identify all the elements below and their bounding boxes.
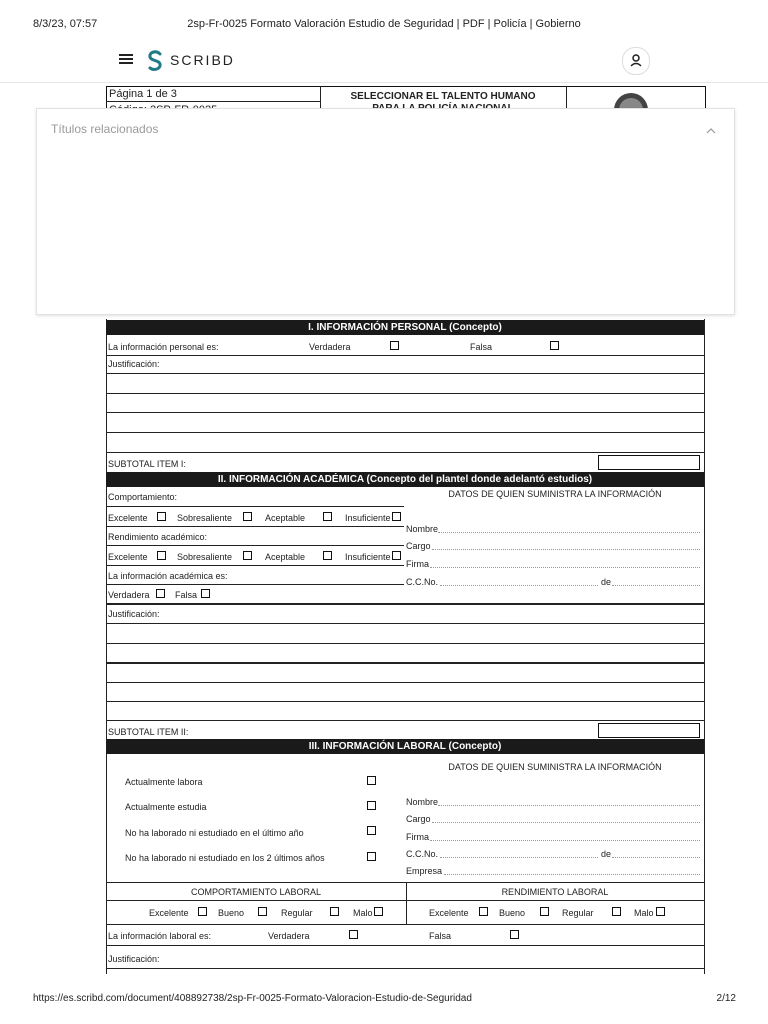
s2-verdadera-checkbox[interactable]: [156, 589, 165, 598]
s3-datos-title: DATOS DE QUIEN SUMINISTRA LA INFORMACIÓN: [448, 762, 662, 772]
s3-cc-field[interactable]: [440, 857, 598, 858]
s2-rendimiento-label: Rendimiento académico:: [108, 532, 208, 542]
s2-nombre-field[interactable]: [438, 532, 700, 533]
s3-firma-label: Firma: [406, 832, 429, 842]
s3-comp-opt-malo: Malo: [353, 908, 373, 918]
s2-firma-label: Firma: [406, 559, 429, 569]
brand-name[interactable]: SCRIBD: [170, 52, 235, 68]
s3-de-label: de: [601, 849, 612, 859]
user-icon[interactable]: [622, 47, 650, 75]
s2-rend-opt-aceptable: Aceptable: [265, 552, 306, 562]
s3-rend-excelente-checkbox[interactable]: [479, 907, 488, 916]
s2-datos-title: DATOS DE QUIEN SUMINISTRA LA INFORMACIÓN: [448, 489, 662, 499]
section1-header: I. INFORMACIÓN PERSONAL (Concepto): [106, 320, 704, 335]
s1-verdadera-label: Verdadera: [309, 342, 351, 352]
hamburger-menu-icon[interactable]: [119, 52, 135, 66]
s2-rend-excelente-checkbox[interactable]: [157, 551, 166, 560]
chevron-up-icon[interactable]: [705, 123, 717, 133]
s2-subtotal-field[interactable]: [598, 723, 700, 738]
section3-header: III. INFORMACIÓN LABORAL (Concepto): [106, 739, 704, 754]
s2-rend-opt-insuficiente: Insuficiente: [345, 552, 391, 562]
s2-cc-label: C.C.No.: [406, 577, 439, 587]
s3-comp-opt-bueno: Bueno: [218, 908, 245, 918]
s3-dos-anos-checkbox[interactable]: [367, 852, 376, 861]
s1-info-label: La información personal es:: [108, 342, 219, 352]
s2-verdadera-label: Verdadera: [108, 590, 150, 600]
related-titles-heading: Títulos relacionados: [51, 122, 159, 136]
s3-rend-opt-bueno: Bueno: [499, 908, 526, 918]
related-titles-panel: [36, 108, 735, 315]
s3-de-field[interactable]: [612, 857, 700, 858]
s3-justificacion-label: Justificación:: [108, 954, 160, 964]
s1-justificacion-label: Justificación:: [108, 359, 160, 369]
s1-falsa-checkbox[interactable]: [550, 341, 559, 350]
s2-info-label: La información académica es:: [108, 571, 228, 581]
s2-comp-opt-aceptable: Aceptable: [265, 513, 306, 523]
print-footer-url: https://es.scribd.com/document/408892738/2sp-Fr-0025-Formato-Valoracion-Estudio-de-Seguridad: [33, 993, 472, 1004]
s2-cargo-label: Cargo: [406, 541, 431, 551]
s3-item-dos-anos: No ha laborado ni estudiado en los 2 últimos años: [125, 853, 325, 863]
s3-rend-opt-excelente: Excelente: [429, 908, 469, 918]
s3-item-estudia: Actualmente estudia: [125, 802, 207, 812]
s2-rend-sobresaliente-checkbox[interactable]: [243, 551, 252, 560]
s3-rend-opt-malo: Malo: [634, 908, 654, 918]
s1-verdadera-checkbox[interactable]: [390, 341, 399, 350]
s3-cargo-label: Cargo: [406, 814, 431, 824]
s2-subtotal-label: SUBTOTAL ITEM II:: [108, 727, 189, 737]
s2-comp-opt-excelente: Excelente: [108, 513, 148, 523]
scribd-logo-icon[interactable]: [146, 50, 166, 72]
s3-cc-label: C.C.No.: [406, 849, 439, 859]
s3-verdadera-checkbox[interactable]: [349, 930, 358, 939]
s3-rend-title: RENDIMIENTO LABORAL: [501, 887, 609, 897]
s3-estudia-checkbox[interactable]: [367, 801, 376, 810]
s2-comp-aceptable-checkbox[interactable]: [323, 512, 332, 521]
s2-comp-opt-insuficiente: Insuficiente: [345, 513, 391, 523]
s3-comp-bueno-checkbox[interactable]: [258, 907, 267, 916]
s2-comp-excelente-checkbox[interactable]: [157, 512, 166, 521]
s3-comp-opt-excelente: Excelente: [149, 908, 189, 918]
s2-cargo-field[interactable]: [432, 549, 700, 550]
s2-falsa-checkbox[interactable]: [201, 589, 210, 598]
s1-subtotal-field[interactable]: [598, 455, 700, 470]
s3-rend-bueno-checkbox[interactable]: [540, 907, 549, 916]
s3-falsa-label: Falsa: [429, 931, 452, 941]
s2-comportamiento-label: Comportamiento:: [108, 492, 178, 502]
s3-comp-title: COMPORTAMIENTO LABORAL: [190, 887, 322, 897]
s1-falsa-label: Falsa: [470, 342, 493, 352]
s3-comp-malo-checkbox[interactable]: [374, 907, 383, 916]
s2-justificacion-label: Justificación:: [108, 609, 160, 619]
s3-falsa-checkbox[interactable]: [510, 930, 519, 939]
print-title: 2sp-Fr-0025 Formato Valoración Estudio de Seguridad | PDF | Policía | Gobierno: [187, 18, 581, 30]
print-datetime: 8/3/23, 07:57: [33, 18, 98, 30]
s2-rend-insuficiente-checkbox[interactable]: [392, 551, 401, 560]
s3-rend-malo-checkbox[interactable]: [656, 907, 665, 916]
s3-item-labora: Actualmente labora: [125, 777, 203, 787]
section2-header: II. INFORMACIÓN ACADÉMICA (Concepto del plantel donde adelantó estudios): [106, 472, 704, 487]
s2-nombre-label: Nombre: [406, 524, 439, 534]
s2-de-label: de: [601, 577, 612, 587]
print-footer-page: 2/12: [716, 993, 736, 1004]
s3-nombre-label: Nombre: [406, 797, 439, 807]
doc-title-line1: SELECCIONAR EL TALENTO HUMANO: [350, 91, 536, 102]
s2-de-field[interactable]: [612, 585, 700, 586]
s3-empresa-label: Empresa: [406, 866, 443, 876]
s3-ultimo-ano-checkbox[interactable]: [367, 826, 376, 835]
s3-firma-field[interactable]: [430, 840, 700, 841]
s2-comp-opt-sobresaliente: Sobresaliente: [177, 513, 233, 523]
s2-comp-insuficiente-checkbox[interactable]: [392, 512, 401, 521]
s3-nombre-field[interactable]: [438, 805, 700, 806]
s3-info-label: La información laboral es:: [108, 931, 212, 941]
s3-empresa-field[interactable]: [444, 874, 700, 875]
s3-verdadera-label: Verdadera: [268, 931, 310, 941]
s3-cargo-field[interactable]: [432, 822, 700, 823]
s2-rend-opt-excelente: Excelente: [108, 552, 148, 562]
s3-comp-opt-regular: Regular: [281, 908, 313, 918]
page-number: Página 1 de 3: [109, 88, 177, 100]
s2-comp-sobresaliente-checkbox[interactable]: [243, 512, 252, 521]
s2-rend-aceptable-checkbox[interactable]: [323, 551, 332, 560]
s3-comp-regular-checkbox[interactable]: [330, 907, 339, 916]
s3-rend-regular-checkbox[interactable]: [612, 907, 621, 916]
s2-firma-field[interactable]: [430, 567, 700, 568]
s1-subtotal-label: SUBTOTAL ITEM I:: [108, 459, 186, 469]
s3-comp-excelente-checkbox[interactable]: [198, 907, 207, 916]
s3-labora-checkbox[interactable]: [367, 776, 376, 785]
s3-rend-opt-regular: Regular: [562, 908, 594, 918]
s3-item-ultimo-ano: No ha laborado ni estudiado en el último año: [125, 828, 304, 838]
s2-cc-field[interactable]: [440, 585, 598, 586]
s2-rend-opt-sobresaliente: Sobresaliente: [177, 552, 233, 562]
s2-falsa-label: Falsa: [175, 590, 198, 600]
